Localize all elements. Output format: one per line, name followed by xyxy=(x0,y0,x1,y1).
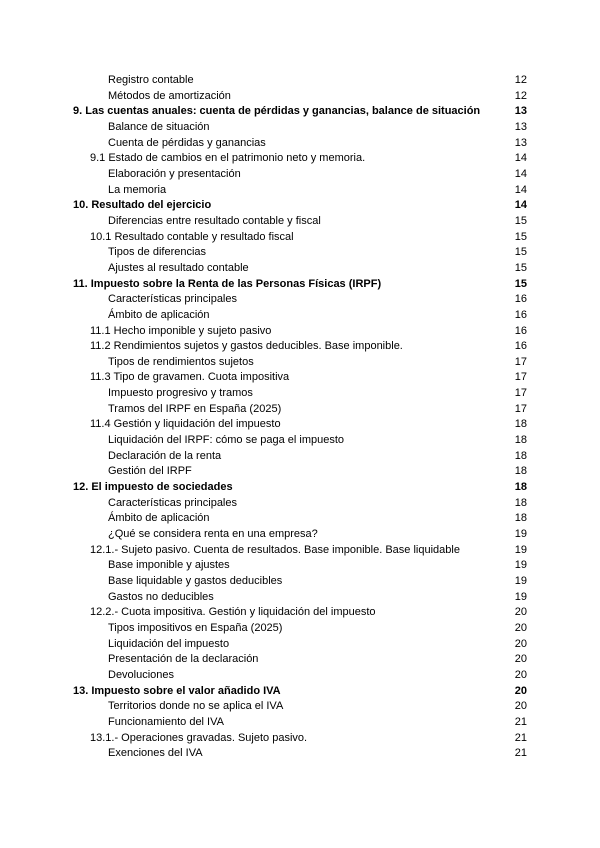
toc-item-entry[interactable] xyxy=(0,590,600,606)
toc-entry-page-number: 14 xyxy=(514,167,527,180)
toc-entry-title: Ajustes al resultado contable xyxy=(108,261,249,274)
toc-entry-title: Gestión del IRPF xyxy=(108,465,192,478)
toc-entry-page-number: 19 xyxy=(514,543,527,556)
toc-entry-title: 11.1 Hecho imponible y sujeto pasivo xyxy=(90,324,272,337)
toc-entry-page-number: 21 xyxy=(514,731,527,744)
toc-entry-title: 13. Impuesto sobre el valor añadido IVA xyxy=(73,684,281,697)
toc-entry-page-number: 14 xyxy=(514,199,527,212)
toc-item-entry[interactable] xyxy=(0,89,600,105)
toc-entry-title: Declaración de la renta xyxy=(108,449,222,462)
toc-entry-title: Cuenta de pérdidas y ganancias xyxy=(108,136,266,149)
toc-entry-page-number: 18 xyxy=(514,481,527,494)
toc-entry-page-number: 20 xyxy=(514,700,527,713)
toc-entry-title: Tipos de diferencias xyxy=(108,246,207,259)
toc-entry-title: Funcionamiento del IVA xyxy=(108,715,224,728)
toc-item-entry[interactable] xyxy=(0,715,600,731)
toc-entry-page-number: 13 xyxy=(514,136,527,149)
toc-entry-page-number: 21 xyxy=(514,747,527,760)
toc-entry-page-number: 18 xyxy=(514,465,527,478)
toc-item-entry[interactable] xyxy=(0,308,600,324)
toc-subsection-entry[interactable] xyxy=(0,339,600,355)
toc-entry-title: Registro contable xyxy=(108,74,194,86)
toc-subsection-entry[interactable] xyxy=(0,151,600,167)
toc-entry-page-number: 16 xyxy=(514,340,527,353)
toc-entry-page-number: 12 xyxy=(514,89,527,102)
toc-entry-title: Base imponible y ajustes xyxy=(108,559,230,572)
toc-item-entry[interactable] xyxy=(0,292,600,308)
toc-item-entry[interactable] xyxy=(0,558,600,574)
toc-item-entry[interactable] xyxy=(0,652,600,668)
toc-entry-page-number: 17 xyxy=(514,387,527,400)
toc-item-entry[interactable] xyxy=(0,464,600,480)
toc-entry-title: 11. Impuesto sobre la Renta de las Personas Físicas (IRPF) xyxy=(73,277,382,290)
toc-entry-page-number: 18 xyxy=(514,449,527,462)
toc-entry-page-number: 17 xyxy=(514,371,527,384)
toc-entry-title: Devoluciones xyxy=(108,668,175,681)
toc-item-entry[interactable] xyxy=(0,449,600,465)
toc-entry-title: 12. El impuesto de sociedades xyxy=(73,481,233,494)
toc-entry-title: Liquidación del impuesto xyxy=(108,637,230,650)
toc-subsection-entry[interactable] xyxy=(0,324,600,340)
toc-item-entry[interactable] xyxy=(0,386,600,402)
toc-entry-page-number: 19 xyxy=(514,528,527,541)
toc-subsection-entry[interactable] xyxy=(0,230,600,246)
toc-entry-page-number: 20 xyxy=(514,653,527,666)
toc-entry-page-number: 20 xyxy=(514,668,527,681)
toc-entry-title: Impuesto progresivo y tramos xyxy=(108,387,253,400)
toc-item-entry[interactable] xyxy=(0,355,600,371)
toc-item-entry[interactable] xyxy=(0,245,600,261)
toc-entry-title: Métodos de amortización xyxy=(108,89,231,102)
toc-item-entry[interactable] xyxy=(0,637,600,653)
toc-entry-title: 11.3 Tipo de gravamen. Cuota impositiva xyxy=(90,371,290,384)
toc-entry-page-number: 15 xyxy=(514,277,527,290)
toc-entry-page-number: 15 xyxy=(514,230,527,243)
toc-entry-title: Liquidación del IRPF: cómo se paga el impuesto xyxy=(108,434,345,447)
toc-entry-page-number: 19 xyxy=(514,559,527,572)
toc-entry-page-number: 12 xyxy=(514,74,527,86)
toc-item-entry[interactable] xyxy=(0,261,600,277)
toc-section-entry[interactable] xyxy=(0,480,600,496)
toc-item-entry[interactable] xyxy=(0,136,600,152)
toc-item-entry[interactable] xyxy=(0,746,600,762)
toc-entry-page-number: 17 xyxy=(514,402,527,415)
toc-item-entry[interactable] xyxy=(0,402,600,418)
toc-item-entry[interactable] xyxy=(0,621,600,637)
toc-entry-title: 12.1.- Sujeto pasivo. Cuenta de resultados. Base imponible. Base liquidable xyxy=(90,543,460,556)
toc-entry-title: 11.4 Gestión y liquidación del impuesto xyxy=(90,418,281,431)
toc-section-entry[interactable] xyxy=(0,104,600,120)
toc-entry-page-number: 14 xyxy=(514,152,527,165)
toc-section-entry[interactable] xyxy=(0,277,600,293)
toc-entry-title: Territorios donde no se aplica el IVA xyxy=(108,700,284,713)
toc-entry-title: 12.2.- Cuota impositiva. Gestión y liquidación del impuesto xyxy=(90,606,376,619)
toc-subsection-entry[interactable] xyxy=(0,731,600,747)
toc-item-entry[interactable] xyxy=(0,527,600,543)
toc-item-entry[interactable] xyxy=(0,668,600,684)
toc-entry-page-number: 13 xyxy=(514,120,527,133)
toc-entry-title: Tramos del IRPF en España (2025) xyxy=(108,402,282,415)
toc-entry-title: Presentación de la declaración xyxy=(108,653,259,666)
toc-entry-title: 9.1 Estado de cambios en el patrimonio neto y memoria. xyxy=(90,152,366,165)
toc-entry-title: Características principales xyxy=(108,293,237,306)
toc-entry-title: Tipos de rendimientos sujetos xyxy=(108,355,254,368)
toc-entry-page-number: 17 xyxy=(514,355,527,368)
toc-subsection-entry[interactable] xyxy=(0,543,600,559)
toc-section-entry[interactable] xyxy=(0,684,600,700)
toc-entry-title: Tipos impositivos en España (2025) xyxy=(108,621,283,634)
toc-entry-page-number: 16 xyxy=(514,293,527,306)
toc-entry-page-number: 14 xyxy=(514,183,527,196)
toc-entry-title: La memoria xyxy=(108,183,167,196)
toc-entry-title: Base liquidable y gastos deducibles xyxy=(108,575,283,587)
toc-entry-page-number: 20 xyxy=(514,684,527,697)
toc-item-entry[interactable] xyxy=(0,511,600,527)
toc-item-entry[interactable] xyxy=(0,183,600,199)
toc-entry-title: 11.2 Rendimientos sujetos y gastos deducibles. Base imponible. xyxy=(90,340,403,353)
toc-entry-page-number: 16 xyxy=(514,324,527,337)
toc-entry-page-number: 21 xyxy=(514,715,527,728)
toc-entry-title: Gastos no deducibles xyxy=(108,590,214,603)
toc-entry-page-number: 18 xyxy=(514,418,527,431)
toc-entry-title: Elaboración y presentación xyxy=(108,167,241,180)
toc-entry-title: 13.1.- Operaciones gravadas. Sujeto pasivo. xyxy=(90,731,308,744)
toc-item-entry[interactable] xyxy=(0,433,600,449)
toc-item-entry[interactable] xyxy=(0,574,600,590)
toc-entry-page-number: 19 xyxy=(514,575,527,587)
toc-entry-page-number: 19 xyxy=(514,590,527,603)
toc-subsection-entry[interactable] xyxy=(0,605,600,621)
toc-entry-page-number: 20 xyxy=(514,637,527,650)
toc-subsection-entry[interactable] xyxy=(0,417,600,433)
toc-entry-title: Exenciones del IVA xyxy=(108,747,203,760)
toc-entry-page-number: 18 xyxy=(514,496,527,509)
toc-entry-title: Características principales xyxy=(108,496,237,509)
toc-entry-page-number: 13 xyxy=(514,105,527,118)
toc-entry-page-number: 20 xyxy=(514,621,527,634)
toc-item-entry[interactable] xyxy=(0,496,600,512)
toc-entry-title: Ámbito de aplicación xyxy=(108,512,210,525)
toc-item-entry[interactable] xyxy=(0,699,600,715)
toc-entry-page-number: 15 xyxy=(514,214,527,227)
toc-entry-title: 9. Las cuentas anuales: cuenta de pérdidas y ganancias, balance de situación xyxy=(73,105,481,118)
toc-entry-page-number: 15 xyxy=(514,261,527,274)
toc-entry-page-number: 20 xyxy=(514,606,527,619)
toc-subsection-entry[interactable] xyxy=(0,370,600,386)
toc-item-entry[interactable] xyxy=(0,73,600,89)
table-of-contents xyxy=(0,73,600,762)
toc-item-entry[interactable] xyxy=(0,167,600,183)
toc-entry-title: 10.1 Resultado contable y resultado fiscal xyxy=(90,230,294,243)
toc-entry-title: Balance de situación xyxy=(108,120,210,133)
toc-entry-title: 10. Resultado del ejercicio xyxy=(73,199,212,212)
toc-entry-title: Diferencias entre resultado contable y fiscal xyxy=(108,214,321,227)
toc-entry-page-number: 18 xyxy=(514,434,527,447)
toc-section-entry[interactable] xyxy=(0,198,600,214)
toc-entry-page-number: 15 xyxy=(514,246,527,259)
toc-item-entry[interactable] xyxy=(0,214,600,230)
toc-entry-page-number: 18 xyxy=(514,512,527,525)
toc-item-entry[interactable] xyxy=(0,120,600,136)
toc-entry-title: Ámbito de aplicación xyxy=(108,308,210,321)
toc-entry-title: ¿Qué se considera renta en una empresa? xyxy=(108,528,318,541)
toc-entry-page-number: 16 xyxy=(514,308,527,321)
